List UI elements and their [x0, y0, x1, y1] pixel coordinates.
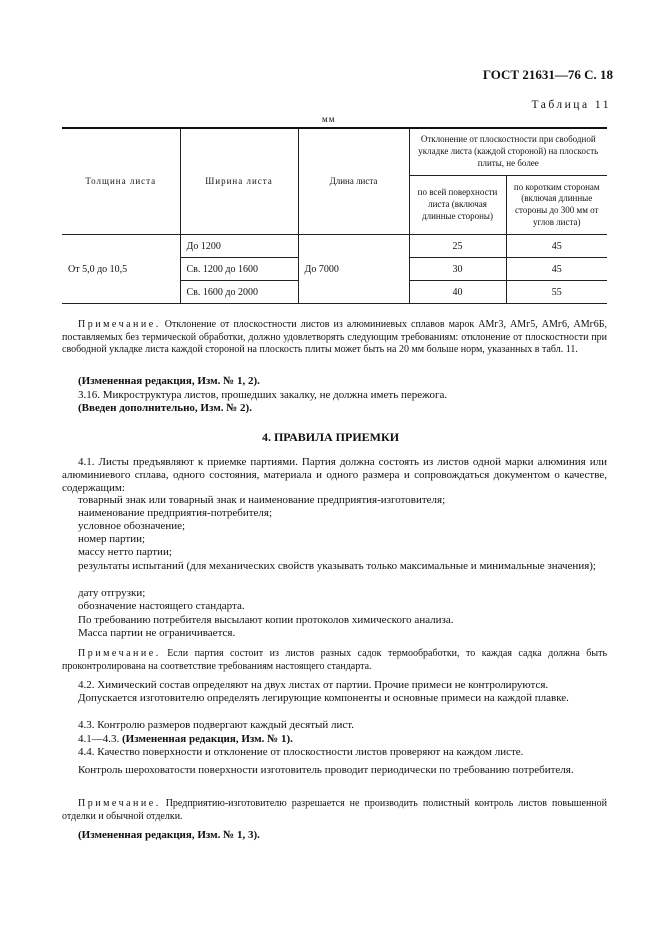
cell-width: Св. 1200 до 1600 [180, 258, 298, 281]
paragraph-3-16: 3.16. Микроструктура листов, прошедших закалку, не должна иметь пережога. [78, 389, 448, 401]
paragraph-4-2b: Допускается изготовителю определять легирующие компоненты и основные примеси на каждой плавке. [78, 692, 569, 704]
table-unit: мм [322, 114, 336, 124]
list-item: массу нетто партии; [78, 546, 172, 558]
note-label: Примечание. [78, 648, 161, 659]
paragraph-4-1: 4.1. Листы предъявляют к приемке партиями. Партия должна состоять из листов одной марки алюминия или алюминиевого сплава, одного состояния, материала и одного размера и сопровождаться документом о качестве, содержащим: [62, 456, 607, 494]
cell-full: 30 [409, 258, 506, 281]
cell-width: Св. 1600 до 2000 [180, 281, 298, 304]
list-item: обозначение настоящего стандарта. [78, 600, 245, 612]
table-caption: Таблица 11 [531, 99, 611, 111]
paragraph-4-3: 4.3. Контролю размеров подвергают каждый десятый лист. [78, 719, 355, 731]
edit-note-1: (Измененная редакция, Изм. № 1, 2). [78, 375, 260, 387]
note-label: Примечание. [78, 798, 161, 809]
header-deviation: Отклонение от плоскостности при свободной укладке листа (каждой стороной) на плоскость плиты, не более [409, 128, 607, 176]
paragraph-4-4b: Контроль шероховатости поверхности изготовитель проводит периодически по требованию потребителя. [78, 764, 574, 776]
list-item: товарный знак или товарный знак и наименование предприятия-изготовителя; [78, 494, 446, 506]
header-thickness: Толщина листа [62, 128, 180, 235]
paragraph-4-2: 4.2. Химический состав определяют на двух листах от партии. Прочие примеси не контролируются. [78, 679, 549, 691]
cell-short: 45 [506, 258, 607, 281]
paragraph-mass: Масса партии не ограничивается. [78, 627, 236, 639]
cell-width: До 1200 [180, 235, 298, 258]
header-width: Ширина листа [180, 128, 298, 235]
section-title: 4. ПРАВИЛА ПРИЕМКИ [261, 430, 400, 444]
note-3: Примечание. Предприятию-изготовителю разрешается не производить полистный контроль листов повышенной отделки и обычной отделки. [62, 798, 607, 822]
cell-length: До 7000 [298, 235, 409, 304]
list-item: условное обозначение; [78, 520, 186, 532]
note-label: Примечание. [78, 319, 161, 330]
cell-short: 55 [506, 281, 607, 304]
header-dev-full: по всей поверхности листа (включая длинные стороны) [409, 176, 506, 235]
edit-note-2: (Измененная редакция, Изм. № 1). [122, 733, 293, 745]
cell-full: 40 [409, 281, 506, 304]
list-item: наименование предприятия-потребителя; [78, 507, 273, 519]
header-length: Длина листа [298, 128, 409, 235]
list-item-results: результаты испытаний (для механических свойств указывать только максимальные и минимальные значения); [78, 560, 596, 572]
deviation-table [62, 127, 607, 304]
paragraph-4-4: 4.4. Качество поверхности и отклонение от плоскостности листов проверяют на каждом листе. [78, 746, 524, 758]
list-item: номер партии; [78, 533, 146, 545]
page-header: ГОСТ 21631—76 С. 18 [482, 67, 613, 82]
cell-thickness: От 5,0 до 10,5 [62, 235, 180, 304]
note-2: Примечание. Если партия состоит из листов разных садок термообработки, то каждая садка должна быть проконтролирована на соответствие требованиям настоящего стандарта. [62, 648, 607, 672]
edit-note-3: (Измененная редакция, Изм. № 1, 3). [78, 829, 260, 841]
cell-full: 25 [409, 235, 506, 258]
header-dev-short: по коротким сторонам (включая длинные стороны до 300 мм от углов листа) [506, 176, 607, 235]
note-1: Примечание. Отклонение от плоскостности листов из алюминиевых сплавов марок АМг3, АМг5, АМг6, АМг6Б, поставляемых без термической обработки, должно удовлетворять следующим требованиям: отклонение от плоскостности при свободной укладке листа каждой стороной на плоскость плиты может быть на 20 мм больше норм, указанных в табл. 11. [62, 319, 607, 355]
table-header-row [62, 128, 607, 176]
intro-note: (Введен дополнительно, Изм. № 2). [78, 402, 252, 414]
list-item: дату отгрузки; [78, 587, 146, 599]
table-row [62, 235, 607, 258]
paragraph-4-1-4-3: 4.1—4.3. (Измененная редакция, Изм. № 1). [78, 733, 293, 745]
paragraph-request: По требованию потребителя высылают копии протоколов химического анализа. [78, 614, 454, 626]
cell-short: 45 [506, 235, 607, 258]
